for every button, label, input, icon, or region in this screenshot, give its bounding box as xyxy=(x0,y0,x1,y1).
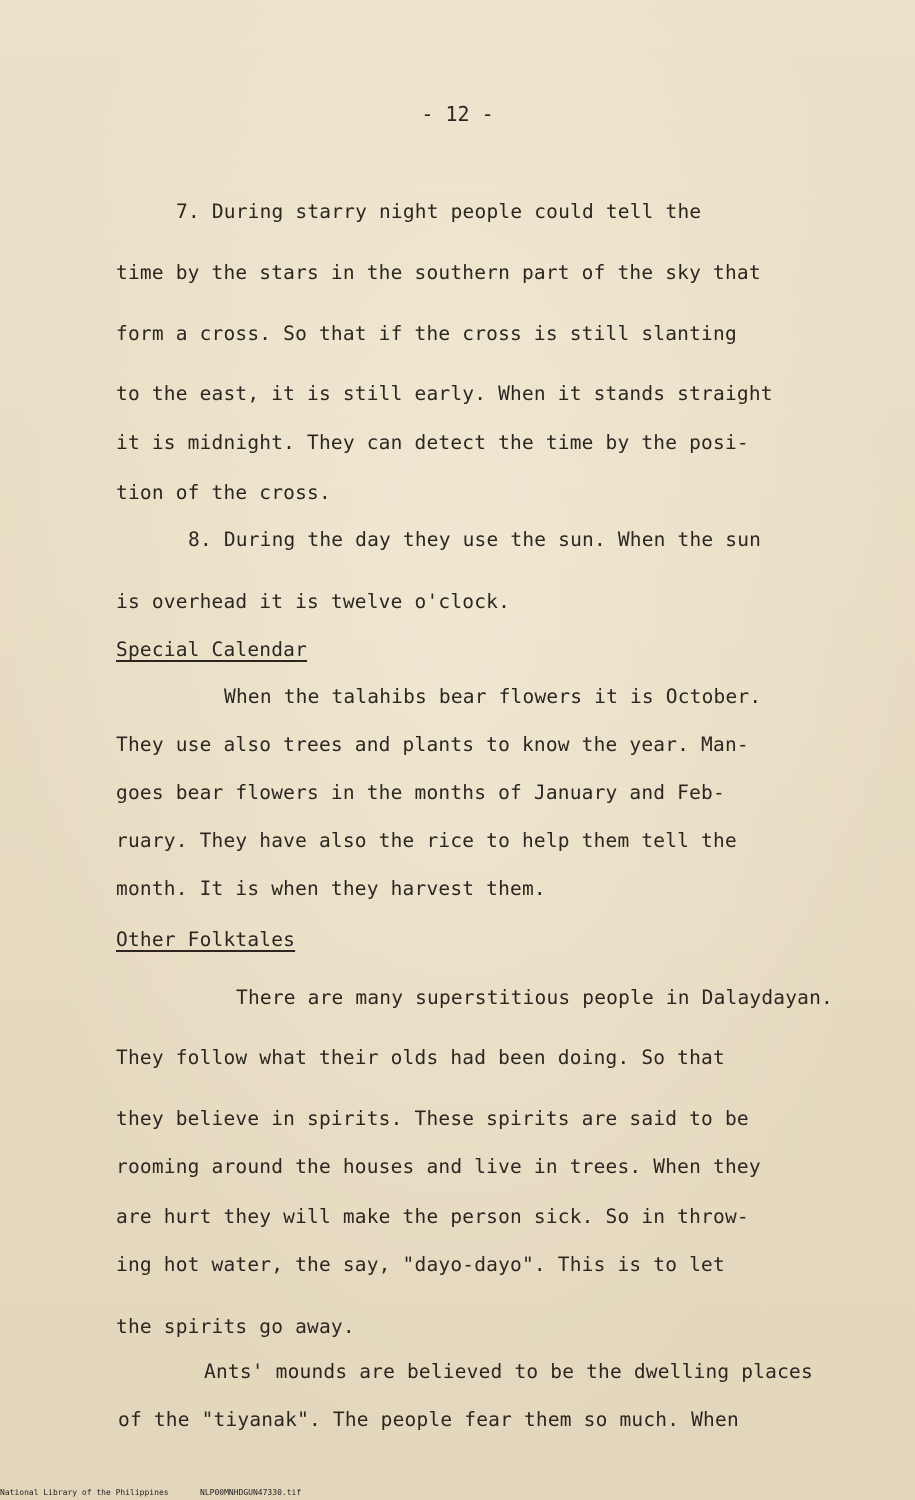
special-calendar-line-5: month. It is when they harvest them. xyxy=(116,877,546,900)
other-folktales-line-7: the spirits go away. xyxy=(116,1315,355,1338)
other-folktales-line-6: ing hot water, the say, "dayo-dayo". This is to let xyxy=(116,1253,725,1276)
special-calendar-line-4: ruary. They have also the rice to help them tell the xyxy=(116,829,737,852)
paragraph-7-line-4: to the east, it is still early. When it stands straight xyxy=(116,382,773,405)
paragraph-7-line-3: form a cross. So that if the cross is still slanting xyxy=(116,322,737,345)
paragraph-7-line-2: time by the stars in the southern part of the sky that xyxy=(116,261,761,284)
other-folktales-line-3: they believe in spirits. These spirits are said to be xyxy=(116,1107,749,1130)
page-number: - 12 - xyxy=(421,102,494,126)
paragraph-7-line-5: it is midnight. They can detect the time by the posi- xyxy=(116,431,749,454)
special-calendar-line-2: They use also trees and plants to know the year. Man- xyxy=(116,733,749,756)
special-calendar-line-1: When the talahibs bear flowers it is October. xyxy=(224,685,762,708)
special-calendar-line-3: goes bear flowers in the months of January and Feb- xyxy=(116,781,725,804)
other-folktales-line-1: There are many superstitious people in Dalaydayan. xyxy=(236,986,833,1009)
special-calendar-heading: Special Calendar xyxy=(116,638,308,661)
other-folktales-line-2: They follow what their olds had been doing. So that xyxy=(116,1046,725,1069)
paragraph-8-line-2: is overhead it is twelve o'clock. xyxy=(116,590,511,613)
ants-paragraph-line-1: Ants' mounds are believed to be the dwelling places xyxy=(204,1360,813,1383)
paragraph-8-line-1: 8. During the day they use the sun. When the sun xyxy=(188,528,762,551)
footer-file: NLP00MNHDGUN47330.tif xyxy=(200,1488,302,1497)
other-folktales-line-5: are hurt they will make the person sick. So in throw- xyxy=(116,1205,749,1228)
other-folktales-line-4: rooming around the houses and live in trees. When they xyxy=(116,1155,761,1178)
paragraph-7-line-1: 7. During starry night people could tell the xyxy=(176,200,702,223)
ants-paragraph-line-2: of the "tiyanak". The people fear them so much. When xyxy=(118,1408,739,1431)
paragraph-7-line-6: tion of the cross. xyxy=(116,481,331,504)
other-folktales-heading: Other Folktales xyxy=(116,928,296,951)
footer-library: National Library of the Philippines xyxy=(0,1488,169,1497)
